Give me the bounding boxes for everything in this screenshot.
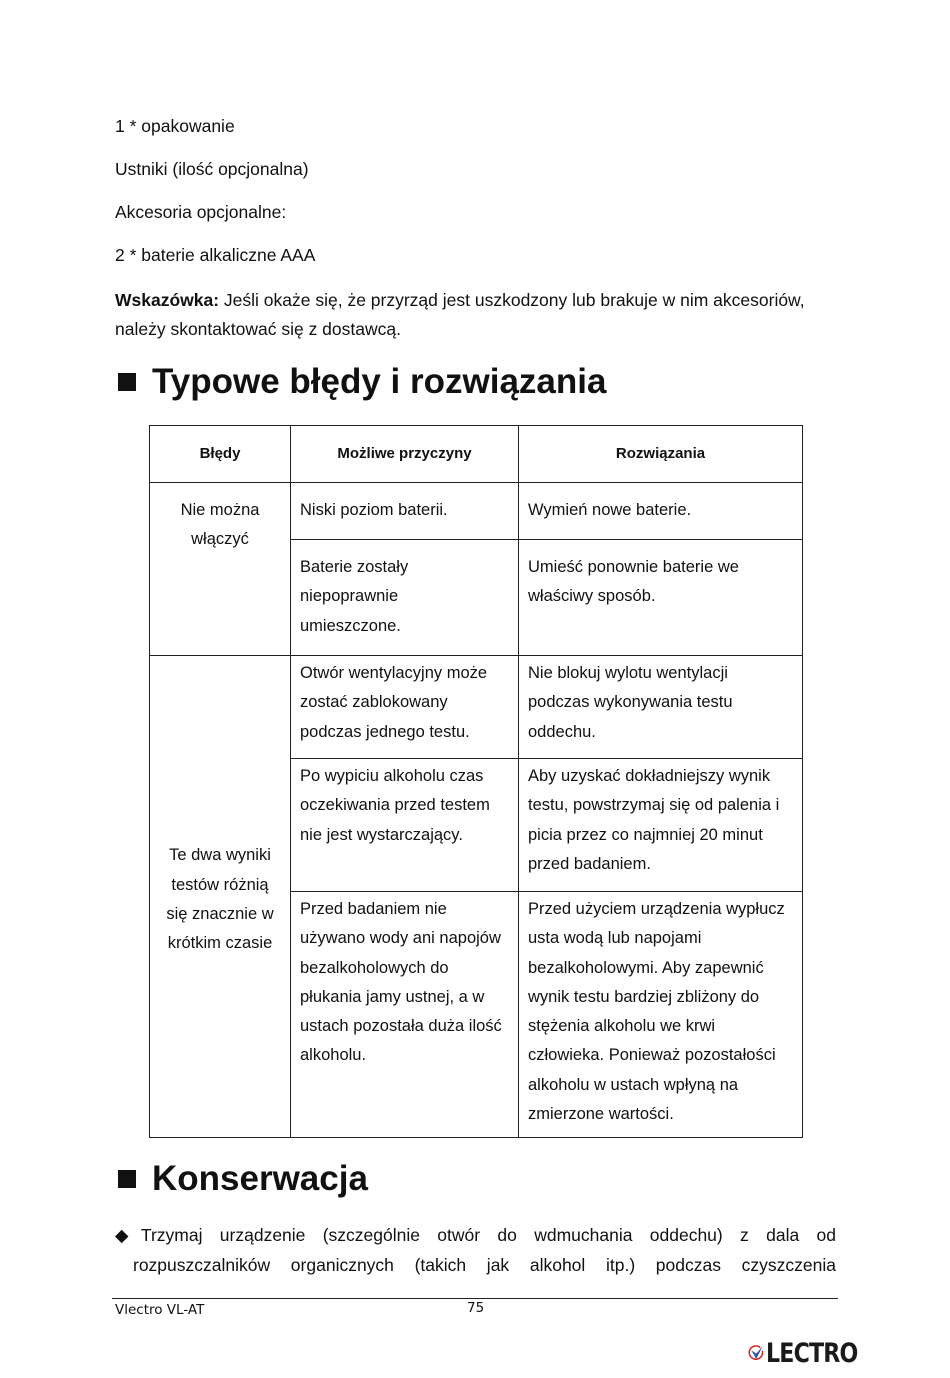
page-number: 75 (467, 1300, 485, 1316)
diamond-bullet-icon: ◆ (115, 1225, 141, 1245)
section-heading-maintenance (118, 1159, 368, 1199)
solution-cell: Aby uzyskać dokładniejszy wynik testu, powstrzymaj się od palenia i picia przez co najmniej 20 minut przed badaniem. (519, 759, 803, 892)
header-solutions: Rozwiązania (519, 426, 803, 483)
cause-cell: Przed badaniem nie używano wody ani napojów bezalkoholowych do płukania jamy ustnej, a w ustach pozostała duża ilość alkoholu. (291, 892, 519, 1138)
cause-cell: Otwór wentylacyjny może zostać zablokowany podczas jednego testu. (291, 656, 519, 759)
square-bullet-icon (118, 1170, 136, 1188)
line-baterie: 2 * baterie alkaliczne AAA (115, 245, 316, 265)
v-checkmark-logo-icon (748, 1332, 764, 1374)
solution-cell: Nie blokuj wylotu wentylacji podczas wykonywania testu oddechu. (519, 656, 803, 759)
solution-cell: Przed użyciem urządzenia wypłucz usta wodą lub napojami bezalkoholowymi. Aby zapewnić wynik testu bardziej zbliżony do stężenia alkoholu we krwi człowieka. Ponieważ pozostałości alkoholu w ustach wpłyną na zmierzone wartości. (519, 892, 803, 1138)
section-title-maintenance: Konserwacja (152, 1159, 368, 1198)
header-causes: Możliwe przyczyny (291, 426, 519, 483)
header-errors: Błędy (150, 426, 291, 483)
cause-cell: Baterie zostały niepoprawnie umieszczone. (291, 540, 519, 656)
solution-cell: Umieść ponownie baterie we właściwy sposób. (519, 540, 803, 656)
section-heading-errors (118, 362, 606, 402)
troubleshooting-table (149, 425, 803, 1138)
table-row (150, 656, 803, 759)
section-title-errors: Typowe błędy i rozwiązania (152, 362, 607, 401)
footer-model-name: Vlectro VL-AT (115, 1302, 205, 1318)
tip-label: Wskazówka: (115, 290, 220, 310)
logo-wordmark: LECTRO (766, 1337, 858, 1369)
bullet-line-2: rozpuszczalników organicznych (takich jak alkohol itp.) podczas czyszczenia (133, 1255, 836, 1275)
cause-cell: Po wypiciu alkoholu czas oczekiwania przed testem nie jest wystarczający. (291, 759, 519, 892)
table-header-row (150, 426, 803, 483)
square-bullet-icon (118, 373, 136, 391)
vlectro-logo (748, 1332, 878, 1374)
error-cell: Te dwa wyniki testów różnią się znacznie w krótkim czasie (150, 656, 291, 1138)
line-ustniki: Ustniki (ilość opcjonalna) (115, 159, 309, 179)
footer-divider (112, 1298, 838, 1299)
line-opakowanie: 1 * opakowanie (115, 116, 235, 136)
error-cell: Nie można włączyć (150, 483, 291, 656)
tip-paragraph (115, 286, 840, 344)
cause-cell: Niski poziom baterii. (291, 483, 519, 540)
table-row (150, 483, 803, 540)
line-akcesoria: Akcesoria opcjonalne: (115, 202, 287, 222)
maintenance-bullet (115, 1220, 836, 1280)
bullet-line-1: Trzymaj urządzenie (szczególnie otwór do wdmuchania oddechu) z dala od (140, 1225, 836, 1245)
solution-cell: Wymień nowe baterie. (519, 483, 803, 540)
tip-text: Jeśli okaże się, że przyrząd jest uszkodzony lub brakuje w nim akcesoriów, należy skontaktować się z dostawcą. (115, 290, 805, 339)
